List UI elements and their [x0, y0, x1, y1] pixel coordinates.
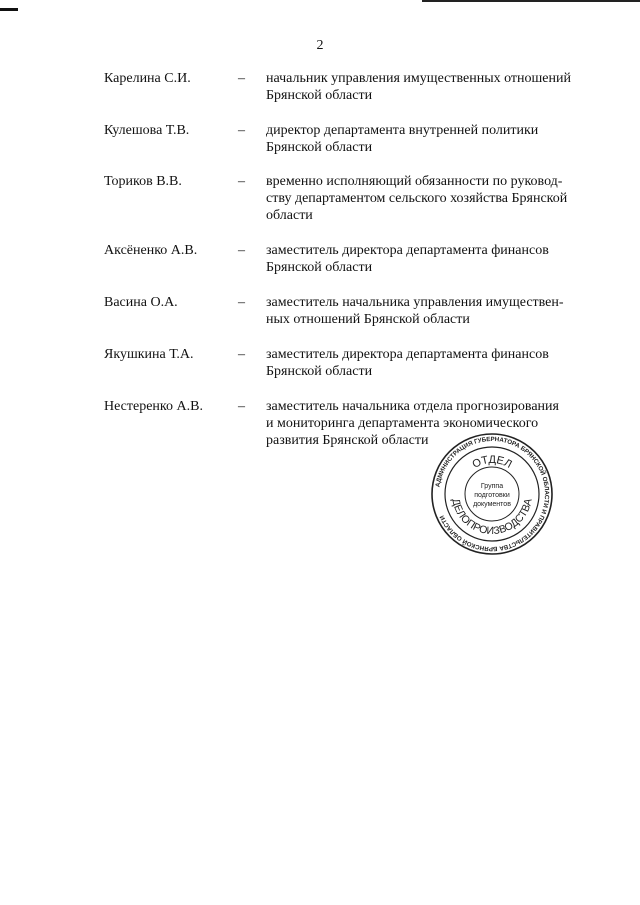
stamp-center-line: Группа	[480, 483, 504, 490]
position-line: ству департаментом сельского хозяйства Брянской	[266, 191, 568, 206]
dash: –	[238, 347, 245, 362]
dash: –	[238, 123, 245, 138]
position-text	[266, 242, 596, 276]
position-line: ных отношений Брянской области	[266, 312, 470, 327]
page-number: 2	[316, 38, 324, 53]
stamp-outer-text: АДМИНИСТРАЦИЯ ГУБЕРНАТОРА БРЯНСКОЙ ОБЛАСТИ И ПРАВИТЕЛЬСТВА БРЯНСКОЙ ОБЛАСТИ	[434, 435, 551, 553]
scan-edge-mark	[0, 8, 18, 11]
person-name: Аксёненко А.В.	[104, 243, 198, 258]
stamp-center-line: подготовки	[474, 492, 510, 499]
position-line: заместитель директора департамента финансов	[266, 243, 549, 258]
position-text	[266, 122, 596, 156]
dash: –	[238, 243, 245, 258]
stamp-bottom-text: ДЕЛОПРОИЗВОДСТВА	[449, 497, 535, 538]
official-stamp	[430, 432, 554, 556]
position-line: Брянской области	[266, 140, 373, 155]
person-name: Якушкина Т.А.	[104, 347, 194, 362]
dash: –	[238, 174, 245, 189]
position-text	[266, 70, 596, 104]
position-line: Брянской области	[266, 260, 373, 275]
position-line: временно исполняющий обязанности по руковод-	[266, 174, 563, 189]
scan-top-line	[422, 0, 640, 2]
position-text	[266, 346, 596, 380]
person-name: Ториков В.В.	[104, 174, 182, 189]
position-line: Брянской области	[266, 88, 373, 103]
person-name: Карелина С.И.	[104, 71, 191, 86]
position-text	[266, 173, 596, 224]
dash: –	[238, 71, 245, 86]
person-name: Нестеренко А.В.	[104, 399, 203, 414]
position-line: заместитель начальника управления имуществен-	[266, 295, 564, 310]
person-name: Кулешова Т.В.	[104, 123, 190, 138]
position-line: развития Брянской области	[266, 433, 429, 448]
dash: –	[238, 295, 245, 310]
position-line: заместитель начальника отдела прогнозирования	[266, 399, 559, 414]
person-name: Васина О.А.	[104, 295, 178, 310]
stamp-center-line: документов	[473, 501, 511, 508]
position-line: начальник управления имущественных отношений	[266, 71, 571, 86]
stamp-top-text: ОТДЕЛ	[470, 453, 514, 471]
position-line: области	[266, 208, 313, 223]
position-line: директор департамента внутренней политики	[266, 123, 539, 138]
position-line: заместитель директора департамента финансов	[266, 347, 549, 362]
position-line: Брянской области	[266, 364, 373, 379]
position-line: и мониторинга департамента экономического	[266, 416, 539, 431]
position-text	[266, 294, 596, 328]
dash: –	[238, 399, 245, 414]
